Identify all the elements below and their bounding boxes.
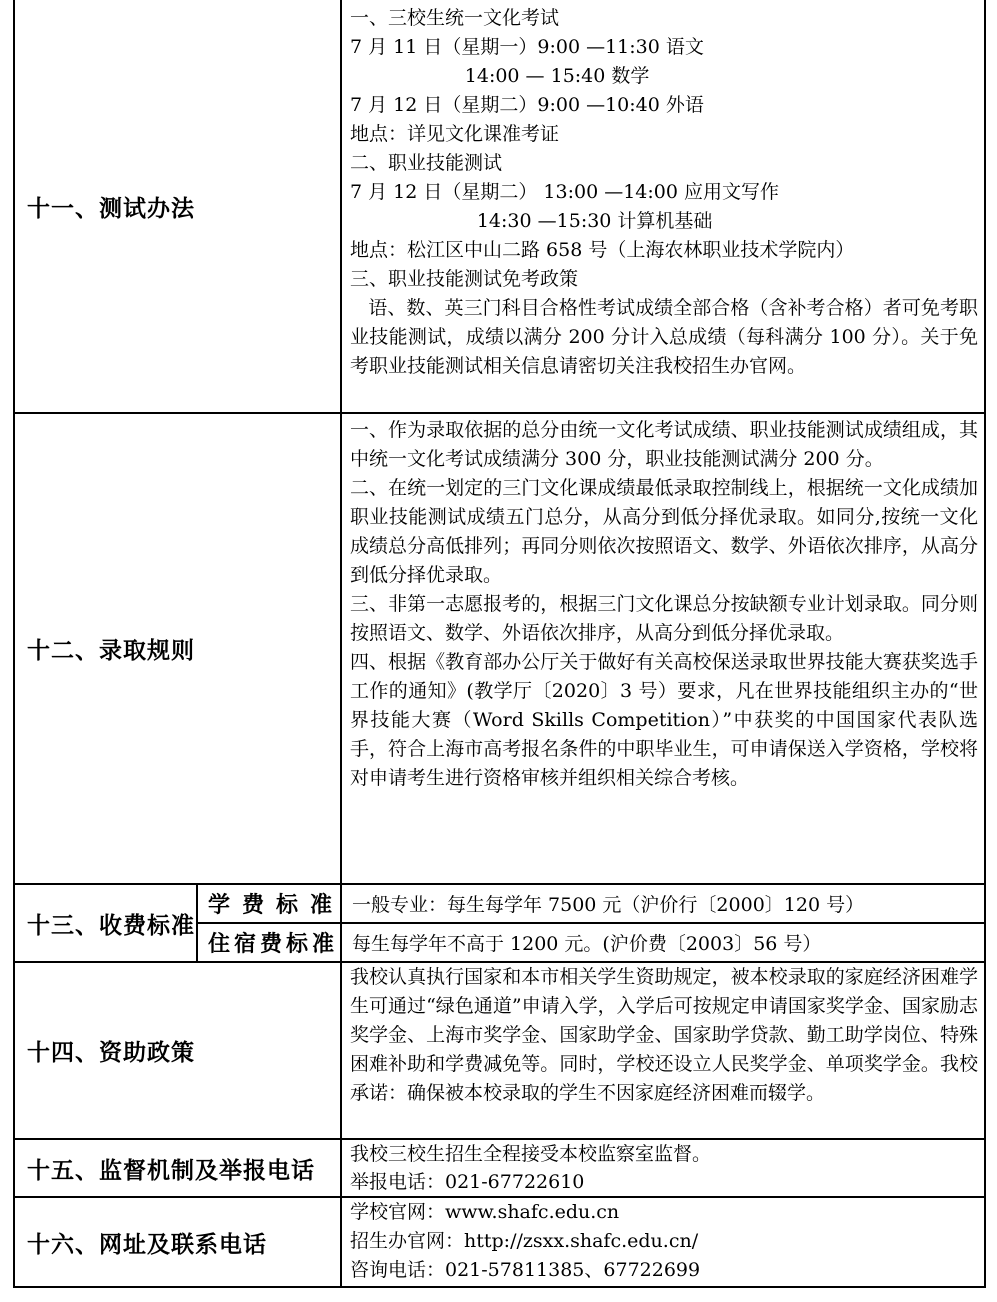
content-line: 三、职业技能测试免考政策 (350, 268, 579, 290)
content-line: 14:30 —15:30 计算机基础 (350, 210, 713, 232)
section-heading-financial-aid (15, 963, 340, 1138)
tuition-text: 一般专业：每生每学年 7500 元（沪价行〔2000〕120 号） (352, 894, 865, 916)
content-line: 地点：详见文化课准考证 (350, 123, 560, 145)
section-heading-test-method (15, 0, 340, 412)
table-border-right (984, 0, 986, 1288)
admission-rules-content (342, 414, 984, 883)
content-line: 二、职业技能测试 (350, 152, 503, 174)
content-line: 7 月 12 日（星期二）9:00 —10:40 外语 (350, 94, 704, 116)
content-paragraph: 我校认真执行国家和本市相关学生资助规定，被本校录取的家庭经济困难学生可通过“绿色通道”申请入学，入学后可按规定申请国家奖学金、国家励志奖学金、上海市奖学金、国家助学金、国家助学贷款、勤工助学岗位、特殊困难补助和学费减免等。同时，学校还设立人民奖学金、单项奖学金。我校承诺：确保被本校录取的学生不因家庭经济困难而辍学。 (350, 966, 978, 1104)
content-line: 地点：松江区中山二路 658 号（上海农林职业技术学院内） (350, 239, 855, 261)
content-line: 7 月 11 日（星期一）9:00 —11:30 语文 (350, 36, 704, 58)
content-paragraph: 三、非第一志愿报考的，根据三门文化课总分按缺额专业计划录取。同分则按照语文、数学、外语依次排序，从高分到低分择优录取。 (350, 593, 978, 644)
content-paragraph: 语、数、英三门科目合格性考试成绩全部合格（含补考合格）者可免考职业技能测试，成绩以满分 200 分计入总成绩（每科满分 100 分）。关于免考职业技能测试相关信息请密切关注我校招生办官网。 (350, 297, 978, 377)
report-phone: 举报电话：021-67722610 (350, 1171, 585, 1193)
school-website: 学校官网：www.shafc.edu.cn (350, 1201, 620, 1223)
consult-phone: 咨询电话：021-57811385、67722699 (350, 1259, 701, 1281)
admission-info-table (13, 0, 986, 1288)
section-heading-text: 十三、收费标准 (27, 912, 195, 939)
label-char: 准 (309, 893, 332, 918)
test-method-content (342, 0, 984, 412)
content-paragraph: 一、作为录取依据的总分由统一文化考试成绩、职业技能测试成绩组成，其中统一文化考试成绩满分 300 分，职业技能测试满分 200 分。 (350, 419, 978, 470)
label-char: 准 (311, 932, 334, 957)
tuition-label (198, 885, 340, 922)
supervision-content (342, 1140, 984, 1196)
content-line: 14:00 — 15:40 数学 (350, 65, 650, 87)
content-line: 一、三校生统一文化考试 (350, 7, 560, 29)
label-char: 宿 (233, 932, 256, 957)
label-char: 学 (208, 893, 231, 918)
label-char: 标 (285, 932, 308, 957)
content-paragraph: 四、根据《教育部办公厅关于做好有关高校保送录取世界技能大赛获奖选手工作的通知》(教学厅〔2020〕3 号）要求，凡在世界技能组织主办的“世界技能大赛（Word Skills Competition）”中获奖的中国国家代表队选手，符合上海市高考报名条件的中职毕业生，可申请保送入学资格，学校将对申请考生进行资格审核并组织相关综合考核。 (350, 651, 978, 789)
dorm-fee-label (198, 924, 340, 961)
section-heading-text: 十五、监督机制及举报电话 (27, 1157, 315, 1184)
section-heading-text: 十一、测试办法 (27, 195, 195, 222)
section-heading-supervision (15, 1140, 340, 1196)
dorm-fee-value (342, 924, 984, 961)
admissions-website: 招生办官网：http://zsxx.shafc.edu.cn/ (350, 1230, 699, 1252)
tuition-value (342, 885, 984, 922)
section-heading-text: 十四、资助政策 (27, 1040, 195, 1066)
label-char: 费 (259, 932, 282, 957)
content-paragraph: 二、在统一划定的三门文化课成绩最低录取控制线上，根据统一文化成绩加职业技能测试成绩五门总分，从高分到低分择优录取。如同分,按统一文化成绩总分高低排列；再同分则依次按照语文、数学、外语依次排序，从高分到低分择优录取。 (350, 477, 978, 586)
section-heading-text: 十六、网址及联系电话 (27, 1231, 267, 1258)
section-heading-contact (15, 1198, 340, 1286)
section-heading-text: 十二、录取规则 (27, 638, 195, 664)
label-char: 标 (275, 893, 298, 918)
label-char: 费 (241, 893, 264, 918)
table-border-bottom (13, 1286, 986, 1288)
section-heading-fees (15, 885, 196, 961)
financial-aid-content (342, 963, 984, 1138)
content-line: 7 月 12 日（星期二） 13:00 —14:00 应用文写作 (350, 181, 780, 203)
dorm-fee-text: 每生每学年不高于 1200 元。(沪价费〔2003〕56 号） (352, 933, 822, 955)
label-char: 住 (208, 932, 231, 957)
section-heading-admission-rules (15, 414, 340, 883)
contact-content (342, 1198, 984, 1286)
content-line: 我校三校生招生全程接受本校监察室监督。 (350, 1143, 712, 1165)
